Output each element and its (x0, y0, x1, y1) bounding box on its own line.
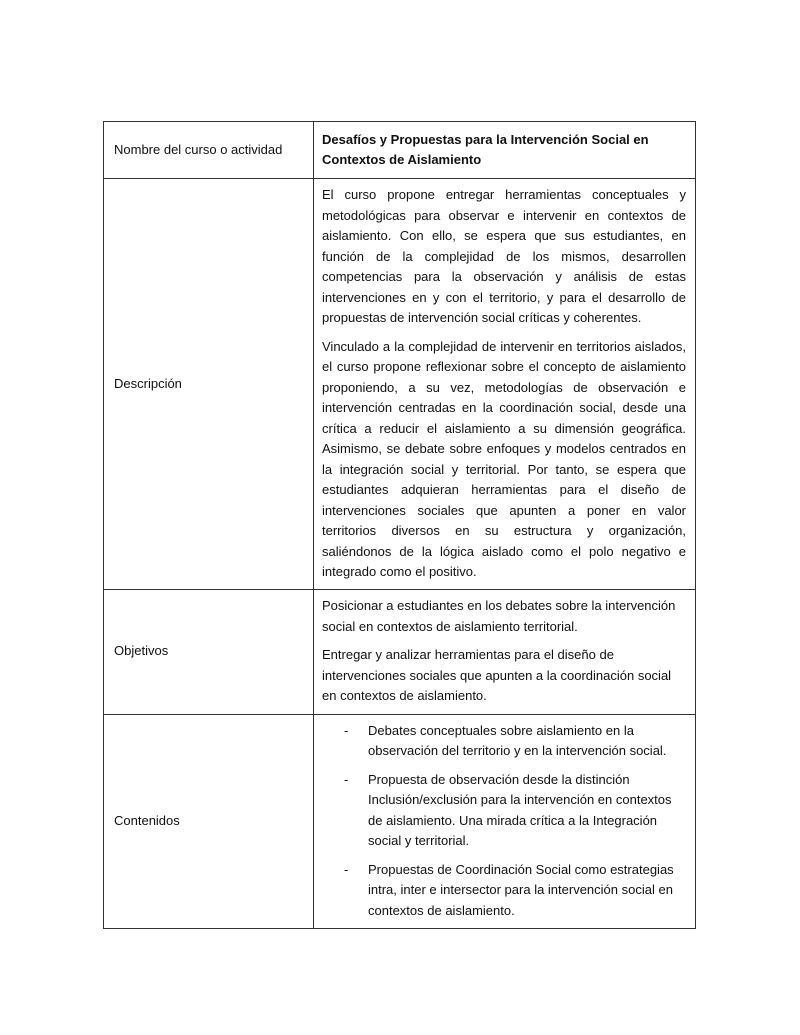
content-item (322, 770, 686, 852)
content-item-text: Debates conceptuales sobre aislamiento en la observación del territorio y en la intervención social. (368, 722, 667, 759)
row-course-name (104, 122, 696, 179)
course-info-table (103, 121, 696, 929)
contents-list (322, 721, 686, 922)
content-item (322, 721, 686, 762)
dash-bullet-icon: - (344, 861, 349, 877)
objective-2: Entregar y analizar herramientas para el diseño de intervenciones sociales que apunten a la coordinación social en contextos de aislamiento. (322, 647, 672, 704)
label-contents: Contenidos (104, 714, 314, 928)
row-objectives (104, 589, 696, 714)
content-item-text: Propuesta de observación desde la distinción Inclusión/exclusión para la intervención en contextos de aislamiento. Una mirada crítica a la Integración social y territorial. (368, 771, 672, 849)
content-item (322, 860, 686, 922)
content-item-text: Propuestas de Coordinación Social como estrategias intra, inter e intersector para la intervención social en contextos de aislamiento. (368, 861, 674, 918)
description-content (314, 179, 696, 590)
description-paragraph-2: Vinculado a la complejidad de intervenir en territorios aislados, el curso propone reflexionar sobre el concepto de aislamiento proponiendo, a su vez, metodologías de observación e intervención centradas en la coordinación social, desde una crítica a reducir el aislamiento a su dimensión geográfica. Asimismo, se debate sobre enfoques y modelos centrados en la integración social y territorial. Por tanto, se espera que estudiantes adquieran herramientas para el diseño de intervenciones sociales que apunten a poner en valor territorios diversos en su estructura y organización, saliéndonos de la lógica aislado como el polo negativo e integrado como el positivo. (322, 338, 686, 579)
dash-bullet-icon: - (344, 722, 349, 738)
dash-bullet-icon: - (344, 771, 349, 787)
objective-1: Posicionar a estudiantes en los debates sobre la intervención social en contextos de aislamiento territorial. (322, 598, 676, 634)
label-objectives: Objetivos (104, 589, 314, 714)
objectives-content (314, 589, 696, 714)
course-title: Desafíos y Propuestas para la Intervención Social en Contextos de Aislamiento (314, 122, 696, 179)
contents-content (314, 714, 696, 928)
row-description (104, 179, 696, 590)
description-paragraph-1: El curso propone entregar herramientas conceptuales y metodológicas para observar e intervenir en contextos de aislamiento. Con ello, se espera que sus estudiantes, en función de la complejidad de los mismos, desarrollen competencias para la observación y análisis de estas intervenciones en y con el territorio, y para el desarrollo de propuestas de intervención social críticas y coherentes. (322, 187, 686, 325)
label-description: Descripción (104, 179, 314, 590)
label-course-name: Nombre del curso o actividad (104, 122, 314, 179)
row-contents (104, 714, 696, 928)
